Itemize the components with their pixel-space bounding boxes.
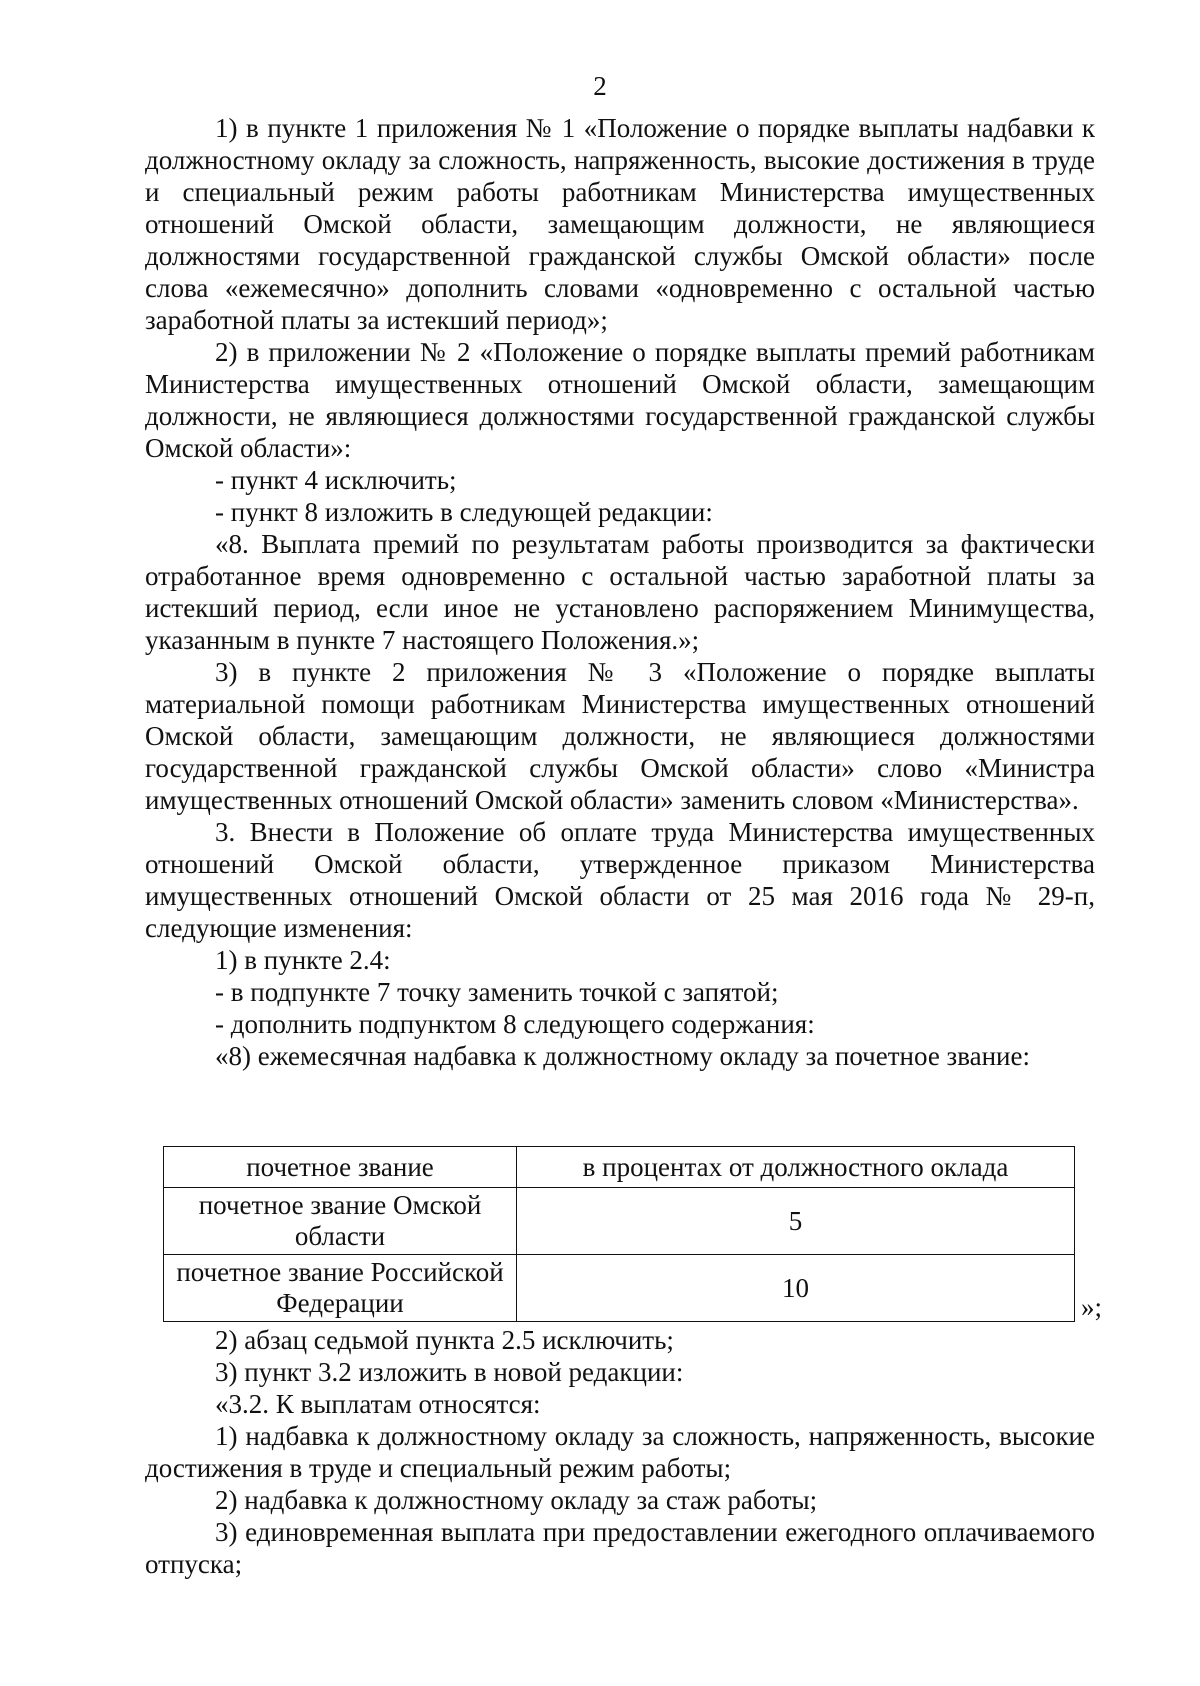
paragraph: - пункт 8 изложить в следующей редакции: [215,497,713,527]
table-header-row [164,1147,1075,1188]
honor-title-table [163,1146,1075,1322]
table-header-value: в процентах от должностного оклада [517,1147,1075,1188]
paragraph: 2) абзац седьмой пункта 2.5 исключить; [215,1325,674,1355]
paragraph: 3. Внести в Положение об оплате труда Министерства имущественных отношений Омской области, утвержденное приказом Министерства имущественных отношений Омской области от 25 мая 2016 года № 29-п, следующие изменения: [145,817,1095,943]
paragraph: 1) в пункте 2.4: [215,945,391,975]
paragraph: 3) в пункте 2 приложения № 3 «Положение о порядке выплаты материальной помощи работникам Министерства имущественных отношений Омской области, замещающим должности, не являющиеся должностями государственной гражданской службы Омской области» слово «Министра имущественных отношений Омской области» заменить словом «Министерства». [145,657,1095,815]
table-cell-title: почетное звание Российской Федерации [164,1255,517,1322]
paragraph: - в подпункте 7 точку заменить точкой с запятой; [215,977,779,1007]
paragraph: 1) в пункте 1 приложения № 1 «Положение о порядке выплаты надбавки к должностному окладу за сложность, напряженность, высокие достижения в труде и специальный режим работы работникам Министерства имущественных отношений Омской области, замещающим должности, не являющиеся должностями государственной гражданской службы Омской области» после слова «ежемесячно» дополнить словами «одновременно с остальной частью заработной платы за истекший период»; [145,113,1095,335]
document-body-bottom [145,1324,1095,1580]
table-cell-title: почетное звание Омской области [164,1188,517,1255]
paragraph: - дополнить подпунктом 8 следующего содержания: [215,1009,815,1039]
paragraph: «8) ежемесячная надбавка к должностному окладу за почетное звание: [215,1041,1030,1071]
paragraph: «8. Выплата премий по результатам работы производится за фактически отработанное время одновременно с остальной частью заработной платы за истекший период, если иное не установлено распоряжением Минимущества, указанным в пункте 7 настоящего Положения.»; [145,529,1095,655]
table-cell-value: 10 [517,1255,1075,1322]
paragraph: «3.2. К выплатам относятся: [215,1389,541,1419]
paragraph: 2) надбавка к должностному окладу за стаж работы; [215,1485,818,1515]
paragraph: 3) единовременная выплата при предоставлении ежегодного оплачиваемого отпуска; [145,1517,1095,1579]
paragraph: 1) надбавка к должностному окладу за сложность, напряженность, высокие достижения в труде и специальный режим работы; [145,1421,1095,1483]
paragraph: - пункт 4 исключить; [215,465,457,495]
paragraph: 3) пункт 3.2 изложить в новой редакции: [215,1357,684,1387]
table-row [164,1188,1075,1255]
paragraph: 2) в приложении № 2 «Положение о порядке выплаты премий работникам Министерства имущественных отношений Омской области, замещающим должности, не являющиеся должностями государственной гражданской службы Омской области»: [145,337,1095,463]
table-row [164,1255,1075,1322]
table-header-title: почетное звание [164,1147,517,1188]
page-number: 2 [593,71,607,101]
table [163,1146,1075,1322]
table-closing-quote: »; [1081,1292,1103,1322]
table-cell-value: 5 [517,1188,1075,1255]
document-body-top [145,112,1095,1072]
